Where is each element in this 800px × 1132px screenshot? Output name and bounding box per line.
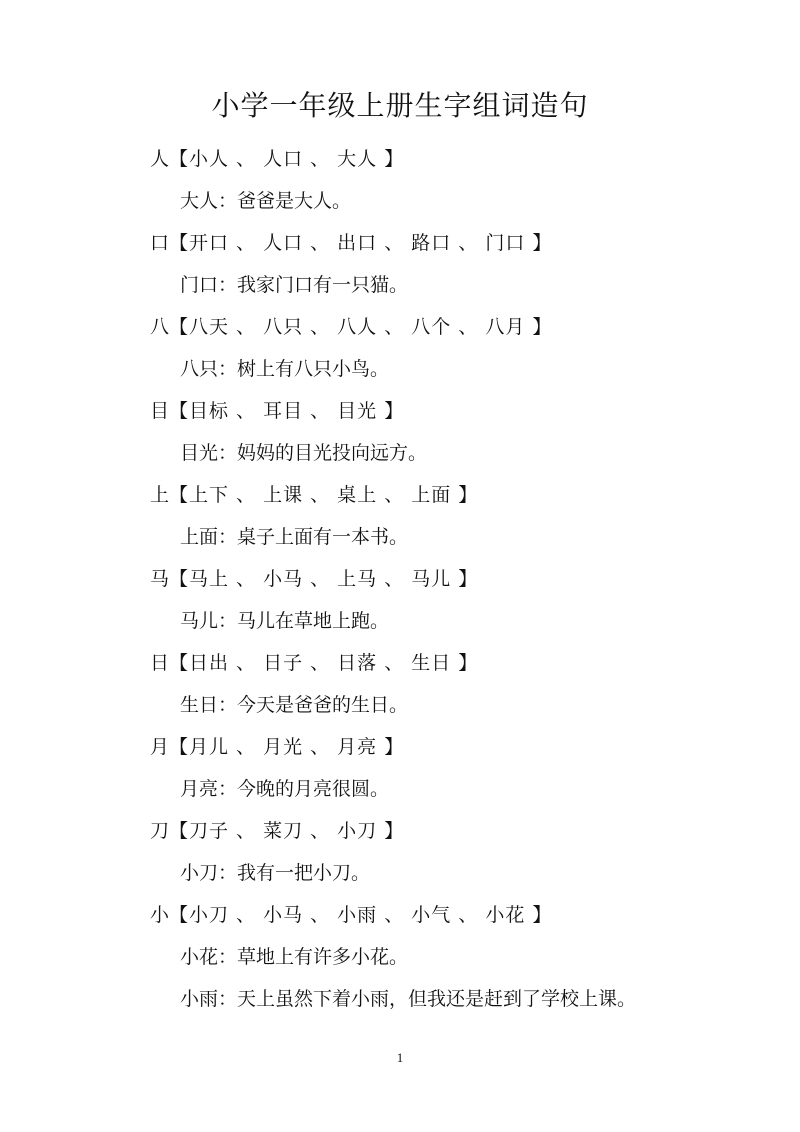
entry-words: 【八天 、 八只 、 八人 、 八个 、 八月 】 — [169, 316, 553, 338]
entry-words: 【小刀 、 小马 、 小雨 、 小气 、 小花 】 — [169, 904, 553, 926]
entry-list — [150, 146, 770, 1028]
entry-sentence: 目光：妈妈的目光投向远方。 — [180, 442, 428, 464]
entry-char: 日 — [150, 652, 170, 674]
page-number: 1 — [396, 1050, 404, 1065]
entry-char: 人 — [150, 148, 170, 170]
document-title: 小学一年级上册生字组词造句 — [211, 89, 589, 122]
entry-char: 小 — [150, 904, 170, 926]
entry-sentence: 门口：我家门口有一只猫。 — [180, 274, 409, 296]
entry-sentence: 大人：爸爸是大人。 — [180, 190, 352, 212]
entry-word-line — [150, 146, 770, 172]
entry-char: 刀 — [150, 820, 170, 842]
entry-words: 【小人 、 人口 、 大人 】 — [169, 148, 405, 170]
entry-word-line — [150, 230, 770, 256]
entry-word-line — [150, 398, 770, 424]
entry-sentence: 小雨：天上虽然下着小雨，但我还是赶到了学校上课。 — [180, 988, 637, 1010]
entry-char: 上 — [150, 484, 170, 506]
entry-char: 月 — [150, 736, 170, 758]
entry-words: 【月儿 、 月光 、 月亮 】 — [169, 736, 405, 758]
entry-sentence: 月亮：今晚的月亮很圆。 — [180, 778, 390, 800]
entry-words: 【刀子 、 菜刀 、 小刀 】 — [169, 820, 405, 842]
entry-words: 【马上 、 小马 、 上马 、 马儿 】 — [169, 568, 479, 590]
entry-word-line — [150, 650, 770, 676]
entry-words: 【开口 、 人口 、 出口 、 路口 、 门口 】 — [169, 232, 553, 254]
entry-word-line — [150, 566, 770, 592]
entry-words: 【日出 、 日子 、 日落 、 生日 】 — [169, 652, 479, 674]
entry-sentence: 小刀：我有一把小刀。 — [180, 862, 371, 884]
entry-char: 目 — [150, 400, 170, 422]
entry-word-line — [150, 902, 770, 928]
entry-word-line — [150, 482, 770, 508]
entry-word-line — [150, 818, 770, 844]
entry-sentence: 八只：树上有八只小鸟。 — [180, 358, 390, 380]
entry-words: 【上下 、 上课 、 桌上 、 上面 】 — [169, 484, 479, 506]
entry-char: 马 — [150, 568, 170, 590]
entry-words: 【目标 、 耳目 、 目光 】 — [169, 400, 405, 422]
entry-word-line — [150, 734, 770, 760]
entry-word-line — [150, 314, 770, 340]
entry-char: 口 — [150, 232, 170, 254]
entry-sentence: 上面：桌子上面有一本书。 — [180, 526, 409, 548]
entry-char: 八 — [150, 316, 170, 338]
entry-sentence: 马儿：马儿在草地上跑。 — [180, 610, 390, 632]
entry-sentence: 生日：今天是爸爸的生日。 — [180, 694, 409, 716]
entry-sentence: 小花：草地上有许多小花。 — [180, 946, 409, 968]
